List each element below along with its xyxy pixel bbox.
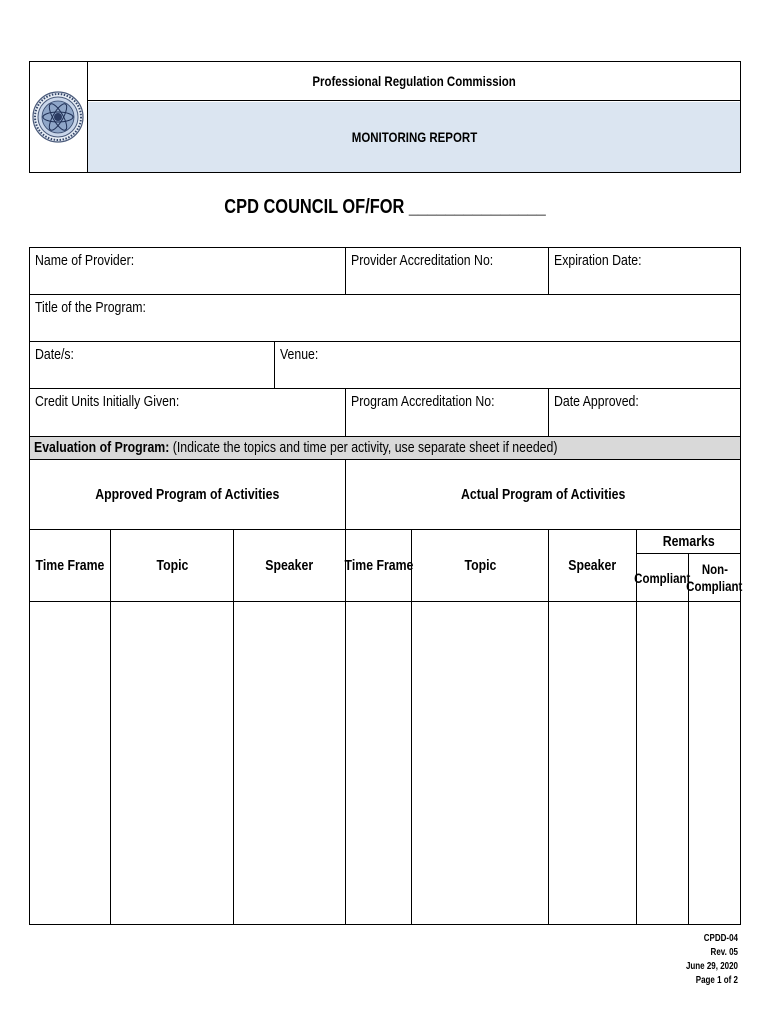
- col-topic-approved: Topic: [110, 529, 234, 602]
- venue-field[interactable]: Venue:: [274, 341, 741, 389]
- form-date: June 29, 2020: [685, 961, 738, 972]
- logo-cell: [30, 62, 88, 172]
- page-number: Page 1 of 2: [695, 975, 738, 986]
- date-approved-field[interactable]: Date Approved:: [548, 388, 741, 437]
- credit-units-field[interactable]: Credit Units Initially Given:: [29, 388, 346, 437]
- evaluation-bar: [29, 436, 741, 460]
- agency-name: Professional Regulation Commission: [312, 73, 516, 89]
- provider-name-field[interactable]: Name of Provider:: [29, 247, 346, 295]
- body-speaker-approved[interactable]: [233, 601, 346, 925]
- form-revision: Rev. 05: [710, 947, 738, 958]
- program-accreditation-field[interactable]: Program Accreditation No:: [345, 388, 549, 437]
- council-line: CPD COUNCIL OF/FOR _______________: [224, 196, 546, 218]
- seal-icon: [30, 62, 86, 172]
- actual-program-header: Actual Program of Activities: [345, 459, 741, 530]
- form-footer: [600, 932, 738, 988]
- col-time-frame-actual: Time Frame: [345, 529, 412, 602]
- report-title: MONITORING REPORT: [351, 129, 477, 145]
- expiration-date-field[interactable]: Expiration Date:: [548, 247, 741, 295]
- col-compliant: Compliant: [636, 553, 689, 602]
- col-remarks: Remarks: [636, 529, 741, 554]
- report-title-row: [88, 102, 740, 172]
- evaluation-label: Evaluation of Program:: [34, 439, 170, 456]
- col-speaker-approved: Speaker: [233, 529, 346, 602]
- body-topic-actual[interactable]: [411, 601, 549, 925]
- program-title-field[interactable]: Title of the Program:: [29, 294, 741, 342]
- header-box: [29, 61, 741, 173]
- body-speaker-actual[interactable]: [548, 601, 637, 925]
- dates-field[interactable]: Date/s:: [29, 341, 275, 389]
- body-compliant[interactable]: [636, 601, 689, 925]
- approved-program-header: Approved Program of Activities: [29, 459, 346, 530]
- agency-row: [88, 62, 740, 101]
- body-topic-approved[interactable]: [110, 601, 234, 925]
- col-speaker-actual: Speaker: [548, 529, 637, 602]
- col-topic-actual: Topic: [411, 529, 549, 602]
- form-code: CPDD-04: [703, 933, 738, 944]
- body-time-frame-actual[interactable]: [345, 601, 412, 925]
- provider-accreditation-field[interactable]: Provider Accreditation No:: [345, 247, 549, 295]
- body-time-frame-approved[interactable]: [29, 601, 111, 925]
- body-non-compliant[interactable]: [688, 601, 741, 925]
- col-non-compliant: Non- Compliant: [688, 553, 741, 602]
- evaluation-note: (Indicate the topics and time per activity, use separate sheet if needed): [172, 439, 558, 456]
- col-time-frame-approved: Time Frame: [29, 529, 111, 602]
